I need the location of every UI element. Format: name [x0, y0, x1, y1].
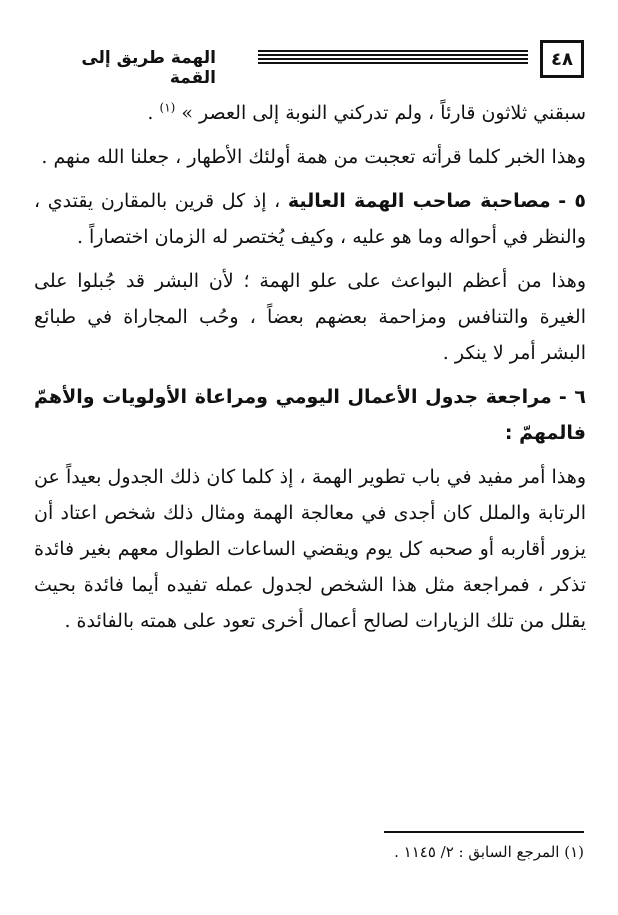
section-number: ٦ - [558, 386, 586, 408]
section-text: ، إذ كل قرين بالمقارن يقتدي ، والنظر في أحواله وما هو عليه ، وكيف يُختصر له الزمان اختصاراً . [34, 190, 586, 248]
page-header [36, 40, 584, 88]
footnote: (١) المرجع السابق : ٢/ ١١٤٥ . [394, 843, 584, 861]
paragraph-quote-end: سبقني ثلاثون قارئاً ، ولم تدركني النوبة إلى العصر » $^{(١)}$ . [147, 100, 586, 124]
page-body [34, 95, 586, 647]
book-title: الهمة طريق إلى القمة [81, 48, 216, 88]
paragraph-schedule: وهذا أمر مفيد في باب تطوير الهمة ، إذ كلما كان ذلك الجدول بعيداً عن الرتابة والملل كان أجدى في معالجة الهمة ومثال ذلك شخص اعتاد أن يزور أقاربه أو صحبه كل يوم ويقضي الساعات الطوال معهم بغير فائدة تذكر ، فمراجعة مثل هذا الشخص لجدول عمله تفيده أيما فائدة بحيث يقلل من تلك الزيارات لصالح أعمال أخرى تعود على همته بالفائدة . [34, 466, 586, 632]
section-6 [34, 379, 586, 451]
paragraph-text: سبقني ثلاثون قارئاً ، ولم تدركني النوبة إلى العصر » [181, 102, 586, 124]
footnote-divider [384, 831, 584, 833]
header-decorative-rule [258, 50, 528, 66]
section-number: ٥ - [558, 190, 586, 212]
page-number: ٤٨ [540, 40, 584, 78]
section-5 [34, 183, 586, 255]
paragraph-comment: وهذا الخبر كلما قرأته تعجبت من همة أولئك الأطهار ، جعلنا الله منهم . [41, 146, 586, 168]
section-title: مصاحبة صاحب الهمة العالية [287, 190, 551, 212]
paragraph-explanation: وهذا من أعظم البواعث على علو الهمة ؛ لأن البشر قد جُبلوا على الغيرة والتنافس ومزاحمة بعضهم بعضاً ، وحُب المجاراة في طبائع البشر أمر لا ينكر . [34, 270, 586, 364]
footnote-reference: (١) [159, 100, 176, 115]
section-title: مراجعة جدول الأعمال اليومي ومراعاة الأولويات والأهمّ فالمهمّ : [34, 386, 586, 444]
